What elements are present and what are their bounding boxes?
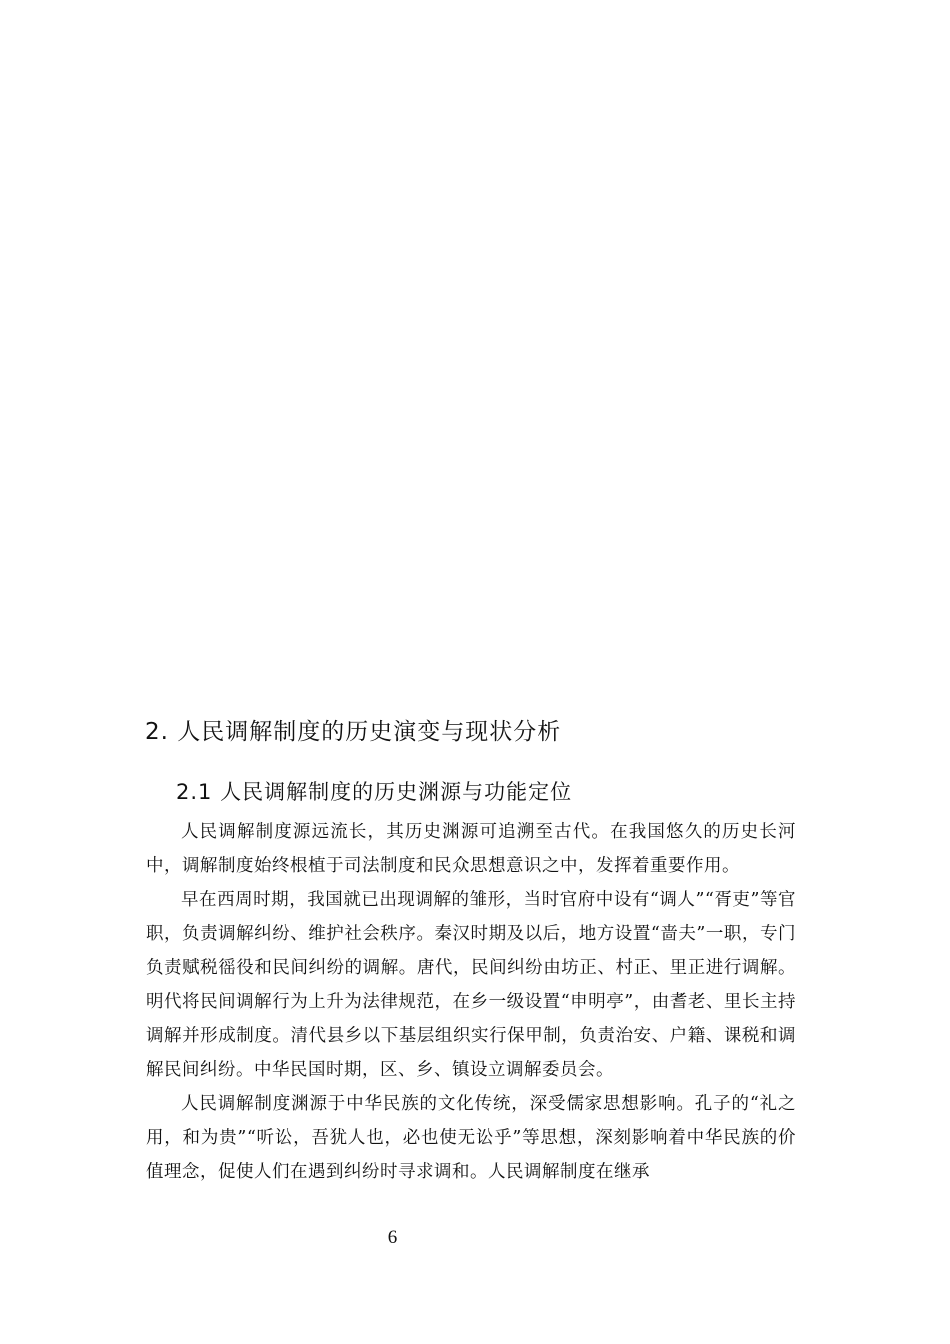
body-text — [146, 815, 796, 1189]
paragraph-history: 早在西周时期，我国就已出现调解的雏形，当时官府中设有“调人”“胥吏”等官职，负责调解纠纷、维护社会秩序。秦汉时期及以后，地方设置“啬夫”一职，专门负责赋税徭役和民间纠纷的调解。唐代，民间纠纷由坊正、村正、里正进行调解。明代将民间调解行为上升为法律规范，在乡一级设置“申明亭”，由耆老、里长主持调解并形成制度。清代县乡以下基层组织实行保甲制，负责治安、户籍、课税和调解民间纠纷。中华民国时期，区、乡、镇设立调解委员会。 — [146, 890, 796, 1080]
paragraph-origin: 人民调解制度源远流长，其历史渊源可追溯至古代。在我国悠久的历史长河中，调解制度始终根植于司法制度和民众思想意识之中，发挥着重要作用。 — [146, 822, 796, 876]
section-heading: 2.1 人民调解制度的历史渊源与功能定位 — [176, 780, 573, 804]
chapter-heading: 2. 人民调解制度的历史演变与现状分析 — [145, 719, 562, 745]
paragraph-culture: 人民调解制度渊源于中华民族的文化传统，深受儒家思想影响。孔子的“礼之用，和为贵”“听讼，吾犹人也，必也使无讼乎”等思想，深刻影响着中华民族的价值理念，促使人们在遇到纠纷时寻求调和。人民调解制度在继承 — [146, 1094, 796, 1182]
page-number: 6 — [387, 1227, 398, 1248]
